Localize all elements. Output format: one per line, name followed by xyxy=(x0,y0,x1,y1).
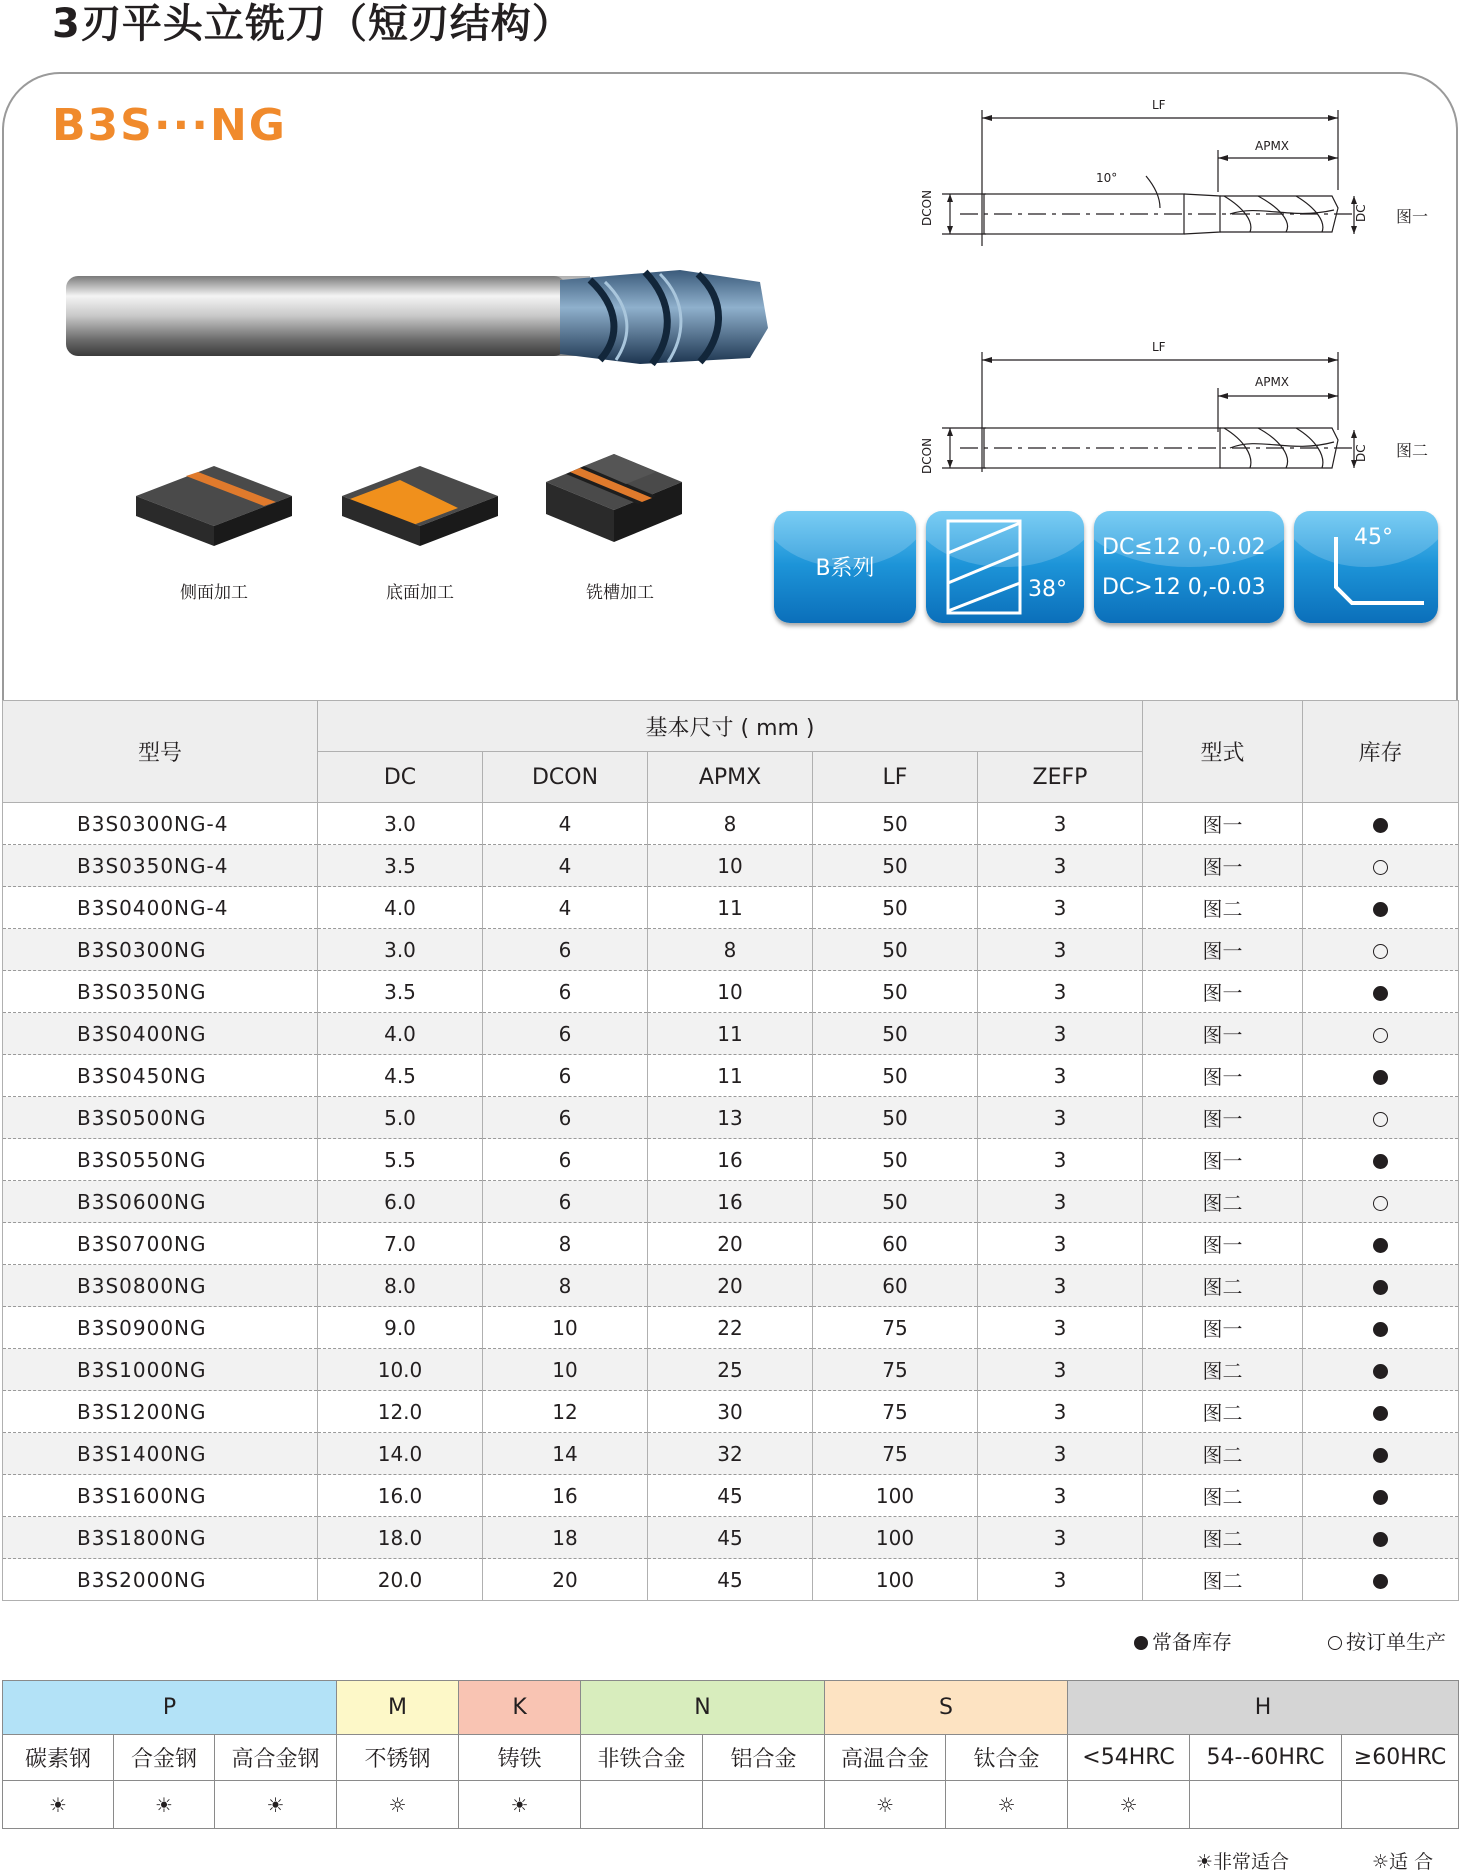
dc-cell: 3.0 xyxy=(318,929,483,971)
material-name-cell: 高合金钢 xyxy=(215,1735,337,1781)
dc-cell: 3.5 xyxy=(318,845,483,887)
fig2-apmx-label: APMX xyxy=(1255,375,1290,389)
series-title: B3S···NG xyxy=(52,100,287,151)
dcon-cell: 6 xyxy=(483,1013,648,1055)
dcon-cell: 10 xyxy=(483,1307,648,1349)
lf-cell: 50 xyxy=(813,845,978,887)
lf-cell: 50 xyxy=(813,1139,978,1181)
material-group-p: P xyxy=(3,1681,337,1735)
dc-cell: 6.0 xyxy=(318,1181,483,1223)
material-rating-cell xyxy=(459,1781,581,1829)
page-title: 3刃平头立铣刀（短刃结构） xyxy=(52,1,573,47)
dcon-cell: 18 xyxy=(483,1517,648,1559)
lf-cell: 50 xyxy=(813,1013,978,1055)
dcon-cell: 6 xyxy=(483,1139,648,1181)
stock-cell xyxy=(1303,1391,1459,1433)
table-row xyxy=(3,1433,1459,1475)
zefp-cell: 3 xyxy=(978,1517,1143,1559)
best-sun-icon: ☀ xyxy=(49,1792,67,1817)
stock-cell xyxy=(1303,1349,1459,1391)
dc-cell: 5.5 xyxy=(318,1139,483,1181)
type-cell: 图一 xyxy=(1143,971,1303,1013)
table-row xyxy=(3,1265,1459,1307)
zefp-cell: 3 xyxy=(978,1307,1143,1349)
dc-cell: 14.0 xyxy=(318,1433,483,1475)
dc-header: DC xyxy=(318,752,483,803)
stock-cell xyxy=(1303,971,1459,1013)
stock-filled-dot-icon xyxy=(1373,1280,1388,1295)
lf-cell: 50 xyxy=(813,1097,978,1139)
type-cell: 图二 xyxy=(1143,1517,1303,1559)
dc-cell: 8.0 xyxy=(318,1265,483,1307)
material-rating-cell xyxy=(825,1781,946,1829)
legend-best xyxy=(1196,1847,1289,1874)
type-cell: 图一 xyxy=(1143,1097,1303,1139)
stock-filled-dot-icon xyxy=(1373,1364,1388,1379)
stock-filled-dot-icon xyxy=(1373,1406,1388,1421)
model-cell: B3S0700NG xyxy=(3,1223,318,1265)
zefp-cell: 3 xyxy=(978,1391,1143,1433)
apmx-cell: 25 xyxy=(648,1349,813,1391)
type-cell: 图二 xyxy=(1143,887,1303,929)
type-cell: 图二 xyxy=(1143,1391,1303,1433)
apmx-cell: 16 xyxy=(648,1181,813,1223)
table-row xyxy=(3,971,1459,1013)
apmx-cell: 45 xyxy=(648,1517,813,1559)
dcon-cell: 14 xyxy=(483,1433,648,1475)
material-name-cell: ≥60HRC xyxy=(1342,1735,1459,1781)
model-cell: B3S1200NG xyxy=(3,1391,318,1433)
dc-cell: 3.5 xyxy=(318,971,483,1013)
apmx-cell: 45 xyxy=(648,1559,813,1601)
material-rating-cell xyxy=(215,1781,337,1829)
material-name-cell: 铸铁 xyxy=(459,1735,581,1781)
type-cell: 图二 xyxy=(1143,1265,1303,1307)
model-cell: B3S0550NG xyxy=(3,1139,318,1181)
slot-milling-label: 铣槽加工 xyxy=(586,583,654,603)
table-row xyxy=(3,1349,1459,1391)
model-cell: B3S2000NG xyxy=(3,1559,318,1601)
legend-good-text: 适 合 xyxy=(1389,1851,1434,1873)
dcon-cell: 16 xyxy=(483,1475,648,1517)
type-cell: 图一 xyxy=(1143,1055,1303,1097)
model-cell: B3S0350NG xyxy=(3,971,318,1013)
model-cell: B3S1000NG xyxy=(3,1349,318,1391)
dcon-cell: 8 xyxy=(483,1265,648,1307)
table-row xyxy=(3,1223,1459,1265)
tolerance-line-1: DC≤12 0,-0.02 xyxy=(1102,535,1266,560)
lf-cell: 50 xyxy=(813,1181,978,1223)
stock-cell xyxy=(1303,887,1459,929)
zefp-cell: 3 xyxy=(978,1223,1143,1265)
apmx-cell: 8 xyxy=(648,929,813,971)
type-cell: 图一 xyxy=(1143,1013,1303,1055)
face-milling-label: 底面加工 xyxy=(386,583,454,603)
table-row xyxy=(3,1391,1459,1433)
material-name-cell: 铝合金 xyxy=(703,1735,825,1781)
table-row xyxy=(3,845,1459,887)
table-row xyxy=(3,1307,1459,1349)
type-cell: 图一 xyxy=(1143,1139,1303,1181)
apmx-header: APMX xyxy=(648,752,813,803)
zefp-cell: 3 xyxy=(978,1265,1143,1307)
lf-header: LF xyxy=(813,752,978,803)
open-dot-icon xyxy=(1328,1636,1342,1650)
stock-filled-dot-icon xyxy=(1373,818,1388,833)
stock-cell xyxy=(1303,1265,1459,1307)
stock-filled-dot-icon xyxy=(1373,902,1388,917)
dcon-cell: 4 xyxy=(483,887,648,929)
tolerance-line-2: DC>12 0,-0.03 xyxy=(1102,575,1266,600)
stock-cell xyxy=(1303,803,1459,845)
stock-cell xyxy=(1303,1181,1459,1223)
table-row xyxy=(3,1181,1459,1223)
best-sun-icon: ☀ xyxy=(1196,1851,1214,1873)
lf-cell: 75 xyxy=(813,1433,978,1475)
fig1-label: 图一 xyxy=(1396,207,1429,226)
material-rating-cell xyxy=(1190,1781,1342,1829)
fig1-dc-label: DC xyxy=(1354,204,1368,222)
in-stock-text: 常备库存 xyxy=(1152,1630,1232,1654)
face-milling-icon xyxy=(340,462,500,548)
apmx-cell: 13 xyxy=(648,1097,813,1139)
lf-cell: 50 xyxy=(813,887,978,929)
zefp-cell: 3 xyxy=(978,1013,1143,1055)
lf-cell: 60 xyxy=(813,1265,978,1307)
lf-cell: 50 xyxy=(813,929,978,971)
type-cell: 图二 xyxy=(1143,1433,1303,1475)
good-sun-icon: ☼ xyxy=(1372,1851,1390,1873)
type-cell: 图一 xyxy=(1143,929,1303,971)
stock-cell xyxy=(1303,1055,1459,1097)
apmx-cell: 11 xyxy=(648,887,813,929)
table-row xyxy=(3,1475,1459,1517)
dcon-cell: 4 xyxy=(483,845,648,887)
end-mill-photo xyxy=(60,268,770,368)
good-sun-icon: ☼ xyxy=(876,1792,894,1817)
dc-cell: 4.5 xyxy=(318,1055,483,1097)
material-rating-cell xyxy=(703,1781,825,1829)
stock-filled-dot-icon xyxy=(1373,1448,1388,1463)
side-milling-icon xyxy=(134,462,294,548)
material-rating-cell xyxy=(1068,1781,1190,1829)
type-cell: 图一 xyxy=(1143,803,1303,845)
material-table xyxy=(2,1680,1459,1829)
model-cell: B3S0500NG xyxy=(3,1097,318,1139)
best-sun-icon: ☀ xyxy=(155,1792,173,1817)
lf-cell: 75 xyxy=(813,1307,978,1349)
zefp-cell: 3 xyxy=(978,845,1143,887)
to-order-text: 按订单生产 xyxy=(1346,1630,1446,1654)
material-name-cell: 合金钢 xyxy=(114,1735,215,1781)
apmx-cell: 10 xyxy=(648,845,813,887)
fig1-apmx-label: APMX xyxy=(1255,139,1290,153)
zefp-header: ZEFP xyxy=(978,752,1143,803)
table-row xyxy=(3,1055,1459,1097)
stock-cell xyxy=(1303,1475,1459,1517)
fig2-dcon-label: DCON xyxy=(920,437,934,474)
fig2-label: 图二 xyxy=(1396,441,1429,460)
series-badge-label: B系列 xyxy=(815,556,875,581)
apmx-cell: 45 xyxy=(648,1475,813,1517)
dc-cell: 4.0 xyxy=(318,1013,483,1055)
material-group-h: H xyxy=(1068,1681,1459,1735)
apmx-cell: 22 xyxy=(648,1307,813,1349)
lf-cell: 75 xyxy=(813,1349,978,1391)
material-name-cell: 54--60HRC xyxy=(1190,1735,1342,1781)
lf-cell: 100 xyxy=(813,1475,978,1517)
dc-cell: 5.0 xyxy=(318,1097,483,1139)
model-cell: B3S0900NG xyxy=(3,1307,318,1349)
zefp-cell: 3 xyxy=(978,1139,1143,1181)
table-row xyxy=(3,1559,1459,1601)
helix-angle-label: 38° xyxy=(1028,577,1067,602)
material-rating-cell xyxy=(114,1781,215,1829)
material-name-cell: 不锈钢 xyxy=(337,1735,459,1781)
tolerance-badge xyxy=(1094,511,1284,623)
lf-cell: 100 xyxy=(813,1517,978,1559)
type-cell: 图一 xyxy=(1143,1223,1303,1265)
stock-filled-dot-icon xyxy=(1373,1490,1388,1505)
material-name-cell: <54HRC xyxy=(1068,1735,1190,1781)
model-cell: B3S0450NG xyxy=(3,1055,318,1097)
lf-cell: 50 xyxy=(813,971,978,1013)
stock-filled-dot-icon xyxy=(1373,1154,1388,1169)
apmx-cell: 8 xyxy=(648,803,813,845)
zefp-cell: 3 xyxy=(978,887,1143,929)
dc-cell: 7.0 xyxy=(318,1223,483,1265)
legend-good xyxy=(1372,1847,1433,1874)
lf-cell: 60 xyxy=(813,1223,978,1265)
spec-table xyxy=(2,700,1459,1601)
model-cell: B3S1400NG xyxy=(3,1433,318,1475)
good-sun-icon: ☼ xyxy=(1119,1792,1138,1817)
table-row xyxy=(3,1013,1459,1055)
dc-cell: 9.0 xyxy=(318,1307,483,1349)
stock-cell xyxy=(1303,1433,1459,1475)
fig1-lf-label: LF xyxy=(1152,98,1166,112)
dimension-group-header: 基本尺寸 ( mm ) xyxy=(318,701,1143,752)
stock-filled-dot-icon xyxy=(1373,1238,1388,1253)
stock-cell xyxy=(1303,845,1459,887)
table-row xyxy=(3,929,1459,971)
helix-icon xyxy=(946,519,1022,615)
model-cell: B3S1600NG xyxy=(3,1475,318,1517)
stock-cell xyxy=(1303,1223,1459,1265)
zefp-cell: 3 xyxy=(978,1475,1143,1517)
legend-best-text: 非常适合 xyxy=(1213,1851,1290,1873)
material-rating-cell xyxy=(1342,1781,1459,1829)
helix-badge xyxy=(926,511,1084,623)
apmx-cell: 11 xyxy=(648,1055,813,1097)
material-rating-cell xyxy=(946,1781,1068,1829)
stock-header: 库存 xyxy=(1303,701,1459,803)
material-group-m: M xyxy=(337,1681,459,1735)
zefp-cell: 3 xyxy=(978,803,1143,845)
dcon-cell: 6 xyxy=(483,971,648,1013)
stock-open-dot-icon xyxy=(1373,944,1388,959)
good-sun-icon: ☼ xyxy=(997,1792,1016,1817)
stock-open-dot-icon xyxy=(1373,1028,1388,1043)
type-cell: 图二 xyxy=(1143,1559,1303,1601)
material-name-cell: 碳素钢 xyxy=(3,1735,114,1781)
zefp-cell: 3 xyxy=(978,1349,1143,1391)
material-name-cell: 高温合金 xyxy=(825,1735,946,1781)
stock-cell xyxy=(1303,1139,1459,1181)
material-name-cell: 非铁合金 xyxy=(581,1735,703,1781)
dcon-cell: 6 xyxy=(483,1181,648,1223)
apmx-cell: 11 xyxy=(648,1013,813,1055)
stock-open-dot-icon xyxy=(1373,1196,1388,1211)
stock-cell xyxy=(1303,1517,1459,1559)
dc-cell: 10.0 xyxy=(318,1349,483,1391)
model-cell: B3S0350NG-4 xyxy=(3,845,318,887)
apmx-cell: 20 xyxy=(648,1223,813,1265)
type-cell: 图一 xyxy=(1143,1307,1303,1349)
material-group-s: S xyxy=(825,1681,1068,1735)
model-cell: B3S0400NG-4 xyxy=(3,887,318,929)
dcon-cell: 20 xyxy=(483,1559,648,1601)
stock-cell xyxy=(1303,1307,1459,1349)
dcon-cell: 8 xyxy=(483,1223,648,1265)
table-row xyxy=(3,1517,1459,1559)
best-sun-icon: ☀ xyxy=(510,1792,529,1817)
apmx-cell: 30 xyxy=(648,1391,813,1433)
dcon-cell: 10 xyxy=(483,1349,648,1391)
stock-cell xyxy=(1303,929,1459,971)
zefp-cell: 3 xyxy=(978,971,1143,1013)
type-cell: 图一 xyxy=(1143,845,1303,887)
side-milling-label: 侧面加工 xyxy=(180,583,248,603)
drawing-fig2 xyxy=(920,340,1360,480)
zefp-cell: 3 xyxy=(978,1181,1143,1223)
type-cell: 图二 xyxy=(1143,1181,1303,1223)
stock-filled-dot-icon xyxy=(1373,1322,1388,1337)
model-cell: B3S0300NG xyxy=(3,929,318,971)
dc-cell: 4.0 xyxy=(318,887,483,929)
series-badge xyxy=(774,511,916,623)
stock-legend-in-stock xyxy=(1134,1626,1232,1655)
stock-filled-dot-icon xyxy=(1373,1574,1388,1589)
lf-cell: 100 xyxy=(813,1559,978,1601)
material-name-cell: 钛合金 xyxy=(946,1735,1068,1781)
model-cell: B3S0300NG-4 xyxy=(3,803,318,845)
material-rating-cell xyxy=(337,1781,459,1829)
material-rating-cell xyxy=(3,1781,114,1829)
dc-cell: 3.0 xyxy=(318,803,483,845)
zefp-cell: 3 xyxy=(978,1055,1143,1097)
lf-cell: 75 xyxy=(813,1391,978,1433)
apmx-cell: 32 xyxy=(648,1433,813,1475)
type-cell: 图二 xyxy=(1143,1349,1303,1391)
filled-dot-icon xyxy=(1134,1636,1148,1650)
zefp-cell: 3 xyxy=(978,1559,1143,1601)
stock-cell xyxy=(1303,1097,1459,1139)
dc-cell: 20.0 xyxy=(318,1559,483,1601)
zefp-cell: 3 xyxy=(978,1097,1143,1139)
model-header: 型号 xyxy=(3,701,318,803)
table-row xyxy=(3,887,1459,929)
good-sun-icon: ☼ xyxy=(388,1792,407,1817)
dcon-cell: 12 xyxy=(483,1391,648,1433)
stock-open-dot-icon xyxy=(1373,860,1388,875)
table-row xyxy=(3,803,1459,845)
stock-cell xyxy=(1303,1013,1459,1055)
dc-cell: 12.0 xyxy=(318,1391,483,1433)
fig2-lf-label: LF xyxy=(1152,340,1166,354)
material-group-n: N xyxy=(581,1681,825,1735)
model-cell: B3S0800NG xyxy=(3,1265,318,1307)
zefp-cell: 3 xyxy=(978,929,1143,971)
fig2-dc-label: DC xyxy=(1354,444,1368,462)
material-rating-cell xyxy=(581,1781,703,1829)
stock-filled-dot-icon xyxy=(1373,1532,1388,1547)
best-sun-icon: ☀ xyxy=(266,1792,285,1817)
fig1-dcon-label: DCON xyxy=(920,189,934,226)
stock-cell xyxy=(1303,1559,1459,1601)
dcon-cell: 6 xyxy=(483,1097,648,1139)
corner-angle-label: 45° xyxy=(1354,525,1393,550)
dcon-header: DCON xyxy=(483,752,648,803)
stock-filled-dot-icon xyxy=(1373,986,1388,1001)
lf-cell: 50 xyxy=(813,803,978,845)
apmx-cell: 10 xyxy=(648,971,813,1013)
dc-cell: 16.0 xyxy=(318,1475,483,1517)
dcon-cell: 4 xyxy=(483,803,648,845)
material-group-k: K xyxy=(459,1681,581,1735)
table-row xyxy=(3,1139,1459,1181)
apmx-cell: 16 xyxy=(648,1139,813,1181)
dcon-cell: 6 xyxy=(483,1055,648,1097)
table-row xyxy=(3,1097,1459,1139)
model-cell: B3S0600NG xyxy=(3,1181,318,1223)
model-cell: B3S1800NG xyxy=(3,1517,318,1559)
lf-cell: 50 xyxy=(813,1055,978,1097)
slot-milling-icon xyxy=(544,446,684,546)
type-header: 型式 xyxy=(1143,701,1303,803)
stock-legend-to-order xyxy=(1328,1626,1446,1655)
drawing-fig1 xyxy=(920,96,1360,246)
corner-badge xyxy=(1294,511,1438,623)
model-cell: B3S0400NG xyxy=(3,1013,318,1055)
zefp-cell: 3 xyxy=(978,1433,1143,1475)
stock-open-dot-icon xyxy=(1373,1112,1388,1127)
apmx-cell: 20 xyxy=(648,1265,813,1307)
type-cell: 图二 xyxy=(1143,1475,1303,1517)
fig1-angle-label: 10° xyxy=(1096,171,1118,185)
stock-filled-dot-icon xyxy=(1373,1070,1388,1085)
dcon-cell: 6 xyxy=(483,929,648,971)
dc-cell: 18.0 xyxy=(318,1517,483,1559)
